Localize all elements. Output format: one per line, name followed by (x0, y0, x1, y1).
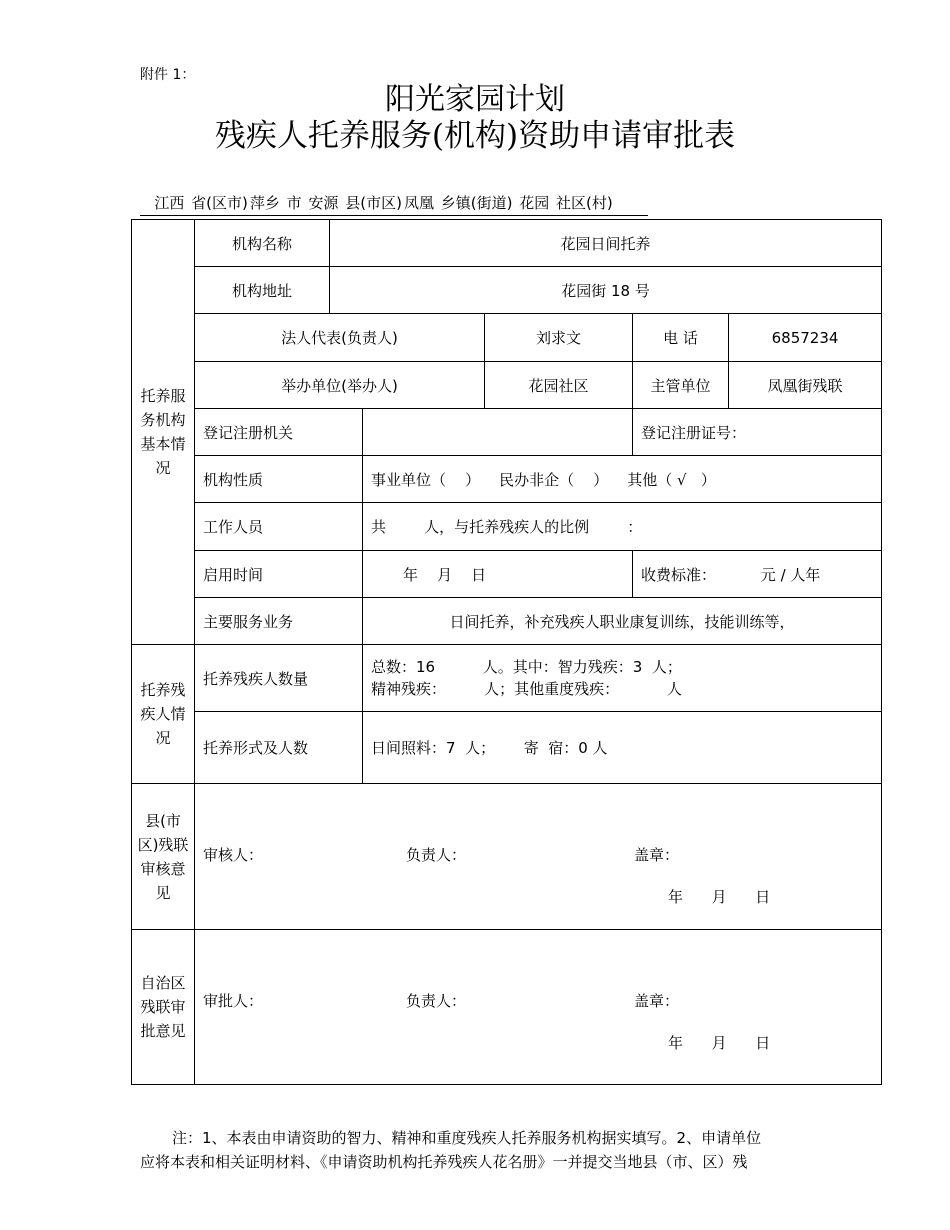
address-line (140, 192, 648, 216)
county-leader-label: 负责人： (406, 846, 467, 864)
county-review-cell (195, 784, 882, 930)
business-value: 日间托养，补充残疾人职业康复训练，技能训练等， (363, 598, 882, 645)
fee-cell (633, 551, 882, 598)
section-county-review-label: 县(市区)残联审核意见 (132, 784, 195, 930)
registration-number-label: 登记注册证号： (633, 409, 882, 456)
fee-label: 收费标准： (641, 565, 717, 584)
address-town: 凤凰 (403, 194, 434, 212)
address-city-label: 市 (286, 194, 302, 212)
org-nature-label: 机构性质 (195, 456, 363, 503)
org-name-label: 机构名称 (195, 220, 330, 267)
attachment-label: 附件 1： (140, 67, 196, 83)
org-address-value: 花园街 18 号 (330, 267, 882, 314)
org-nature-value: 事业单位（ ） 民办非企（ ） 其他（ √ ） (363, 456, 882, 503)
section-residents-label: 托养残疾人情况 (132, 645, 195, 784)
resident-count-label: 托养残疾人数量 (195, 645, 363, 712)
address-county: 安源 (308, 194, 339, 212)
reviewer-label: 审核人： (203, 846, 264, 864)
business-label: 主要服务业务 (195, 598, 363, 645)
footnote-line2: 应将本表和相关证明材料、《申请资助机构托养残疾人花名册》一并提交当地县（市、区）残 (140, 1153, 748, 1171)
registration-org-label: 登记注册机关 (195, 409, 363, 456)
legal-rep-value: 刘求文 (485, 314, 633, 362)
footnote-line1: 注：1、本表由申请资助的智力、精神和重度残疾人托养服务机构据实填写。2、申请单位 (172, 1129, 762, 1147)
address-city: 萍乡 (249, 194, 280, 212)
page-subtitle: 残疾人托养服务(机构)资助申请审批表 (214, 118, 736, 154)
section-region-approval-label: 自治区残联审批意见 (132, 930, 195, 1085)
region-approval-cell (195, 930, 882, 1085)
start-date-value: 年 月 日 (363, 551, 633, 598)
org-name-value: 花园日间托养 (330, 220, 882, 267)
care-form-value: 日间照料：7 人； 寄 宿：0 人 (363, 712, 882, 784)
resident-count-line2: 精神残疾： 人；其他重度残疾： 人 (371, 680, 682, 698)
region-date-label: 年 月 日 (668, 1034, 771, 1052)
registration-org-value (363, 409, 633, 456)
address-town-label: 乡镇(街道) (440, 194, 513, 212)
authority-label: 主管单位 (633, 362, 729, 409)
address-community-label: 社区(村) (556, 194, 613, 212)
address-community: 花园 (519, 194, 550, 212)
approver-label: 审批人： (203, 992, 264, 1010)
county-seal-label: 盖章： (634, 846, 680, 864)
county-date-label: 年 月 日 (668, 888, 771, 906)
page-title: 阳光家园计划 (385, 82, 565, 117)
phone-value: 6857234 (729, 314, 882, 362)
care-form-label: 托养形式及人数 (195, 712, 363, 784)
authority-value: 凤凰街残联 (729, 362, 882, 409)
address-province-label: 省(区市) (191, 194, 248, 212)
legal-rep-label: 法人代表(负责人) (195, 314, 485, 362)
fee-value: 元 / 人年 (760, 565, 821, 584)
resident-count-line1: 总数：16 人。其中：智力残疾：3 人； (371, 658, 682, 676)
start-date-label: 启用时间 (195, 551, 363, 598)
region-seal-label: 盖章： (634, 992, 680, 1010)
footnote (140, 1126, 820, 1174)
section-basic-info-label: 托养服务机构基本情况 (132, 220, 195, 645)
address-county-label: 县(市区) (345, 194, 402, 212)
phone-label: 电 话 (633, 314, 729, 362)
staff-label: 工作人员 (195, 503, 363, 551)
resident-count-value (363, 645, 882, 712)
org-address-label: 机构地址 (195, 267, 330, 314)
region-leader-label: 负责人： (406, 992, 467, 1010)
address-province: 江西 (154, 194, 185, 212)
sponsor-value: 花园社区 (485, 362, 633, 409)
staff-value: 共 人，与托养残疾人的比例 ： (363, 503, 882, 551)
application-form-table (131, 219, 882, 1085)
sponsor-label: 举办单位(举办人) (195, 362, 485, 409)
